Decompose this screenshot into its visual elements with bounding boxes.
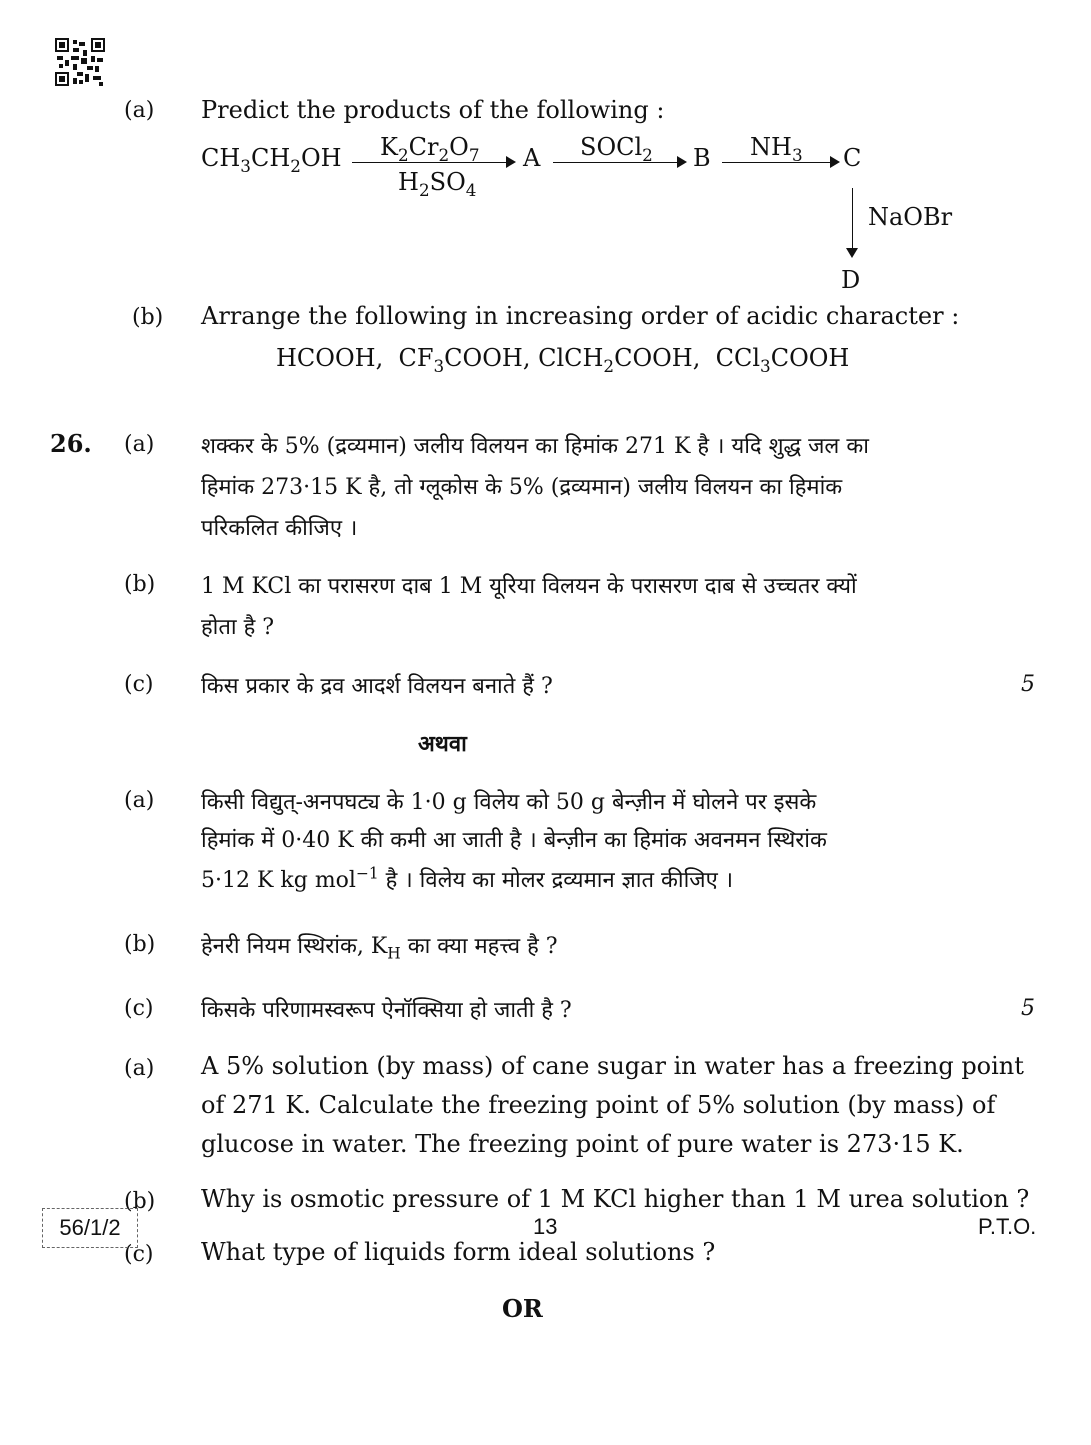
q25-b-label: (b) (132, 305, 164, 330)
or-separator-hindi: अथवा (418, 731, 467, 757)
reactant-ethanol: $CH_3CH_2OH$ (201, 144, 342, 176)
or-separator-english: OR (502, 1294, 543, 1323)
q25-a-label: (a) (124, 98, 155, 123)
reaction-arrow-4 (852, 188, 853, 250)
question-number-26: 26. (50, 429, 92, 458)
q26-hindi-a-line1: शक्कर के 5% (द्रव्यमान) जलीय विलयन का हिमांक 271 K है । यदि शुद्ध जल का (201, 434, 869, 459)
reaction-arrow-3 (722, 162, 832, 163)
q26-hindi-b-line1: 1 M KCl का परासरण दाब 1 M यूरिया विलयन के परासरण दाब से उच्चतर क्यों (201, 574, 857, 599)
product-b: B (693, 144, 711, 172)
q26-english-a-line1: A 5% solution (by mass) of cane sugar in water has a freezing point (201, 1052, 1024, 1080)
q26-english-b-label: (b) (124, 1189, 156, 1214)
arrow-head-2-icon (677, 156, 687, 168)
reaction-arrow-1 (352, 162, 508, 163)
reagent-k2cr2o7: $K_2Cr_2O_7$ (380, 133, 480, 165)
arrow-head-1-icon (506, 156, 516, 168)
reagent-nh3: $NH_3$ (750, 133, 803, 165)
q26-english-b-text: Why is osmotic pressure of 1 M KCl higher than 1 M urea solution ? (201, 1185, 1030, 1213)
pto-label: P.T.O. (978, 1214, 1037, 1239)
q26-hindi-a2-line1: किसी विद्युत्-अनपघट्य के 1·0 g विलेय को 50 g बेन्ज़ीन में घोलने पर इसके (201, 790, 817, 815)
q26-english-c-text: What type of liquids form ideal solutions ? (201, 1238, 716, 1266)
marks-hindi-1: 5 (1021, 672, 1035, 697)
reaction-arrow-2 (553, 162, 679, 163)
q25-b-compounds: HCOOH, $CF_3COOH$, ClCH$_2$COOH, CCl$_3$COOH (276, 344, 850, 376)
q26-hindi-b2-label: (b) (124, 932, 156, 957)
marks-hindi-2: 5 (1021, 996, 1035, 1021)
q26-hindi-c2-text: किसके परिणामस्वरूप ऐनॉक्सिया हो जाती है ? (201, 998, 572, 1023)
reagent-naobr: NaOBr (868, 203, 953, 231)
q26-hindi-c2-label: (c) (124, 996, 154, 1021)
qr-code-icon (55, 38, 105, 86)
q26-hindi-a-line3: परिकलित कीजिए । (201, 516, 358, 541)
q26-hindi-b-line2: होता है ? (201, 615, 275, 640)
product-a: A (523, 144, 541, 172)
q26-hindi-a-label: (a) (124, 432, 155, 457)
q26-english-c-label: (c) (124, 1242, 154, 1267)
q26-hindi-b-label: (b) (124, 572, 156, 597)
q26-hindi-c-label: (c) (124, 672, 154, 697)
page-number: 13 (533, 1214, 558, 1239)
q26-hindi-a-line2: हिमांक 273·15 K है, तो ग्लूकोस के 5% (द्रव्यमान) जलीय विलयन का हिमांक (201, 475, 843, 500)
product-c: C (843, 144, 862, 172)
paper-code: 56/1/2 (42, 1208, 138, 1248)
q26-english-a-label: (a) (124, 1056, 155, 1081)
q25-a-text: Predict the products of the following : (201, 96, 665, 124)
q26-hindi-a2-line3: 5·12 K kg mol$^{-1}$ है । विलेय का मोलर द्रव्यमान ज्ञात कीजिए । (201, 864, 734, 893)
q26-hindi-b2-text: हेनरी नियम स्थिरांक, $K_H$ का क्या महत्त्व है ? (201, 934, 558, 963)
q26-english-a-line2: of 271 K. Calculate the freezing point of 5% solution (by mass) of (201, 1091, 996, 1119)
q25-b-text: Arrange the following in increasing order of acidic character : (201, 302, 960, 330)
q26-hindi-a2-label: (a) (124, 788, 155, 813)
arrow-head-4-icon (846, 248, 858, 258)
q26-hindi-a2-line2: हिमांक में 0·40 K की कमी आ जाती है । बेन्ज़ीन का हिमांक अवनमन स्थिरांक (201, 828, 827, 853)
q26-hindi-c-text: किस प्रकार के द्रव आदर्श विलयन बनाते हैं ? (201, 674, 553, 699)
reagent-h2so4: $H_2SO_4$ (398, 168, 477, 200)
reagent-socl2: SOCl$_2$ (580, 133, 653, 165)
arrow-head-3-icon (830, 156, 840, 168)
product-d: D (841, 266, 861, 294)
q26-english-a-line3: glucose in water. The freezing point of pure water is 273·15 K. (201, 1130, 964, 1158)
